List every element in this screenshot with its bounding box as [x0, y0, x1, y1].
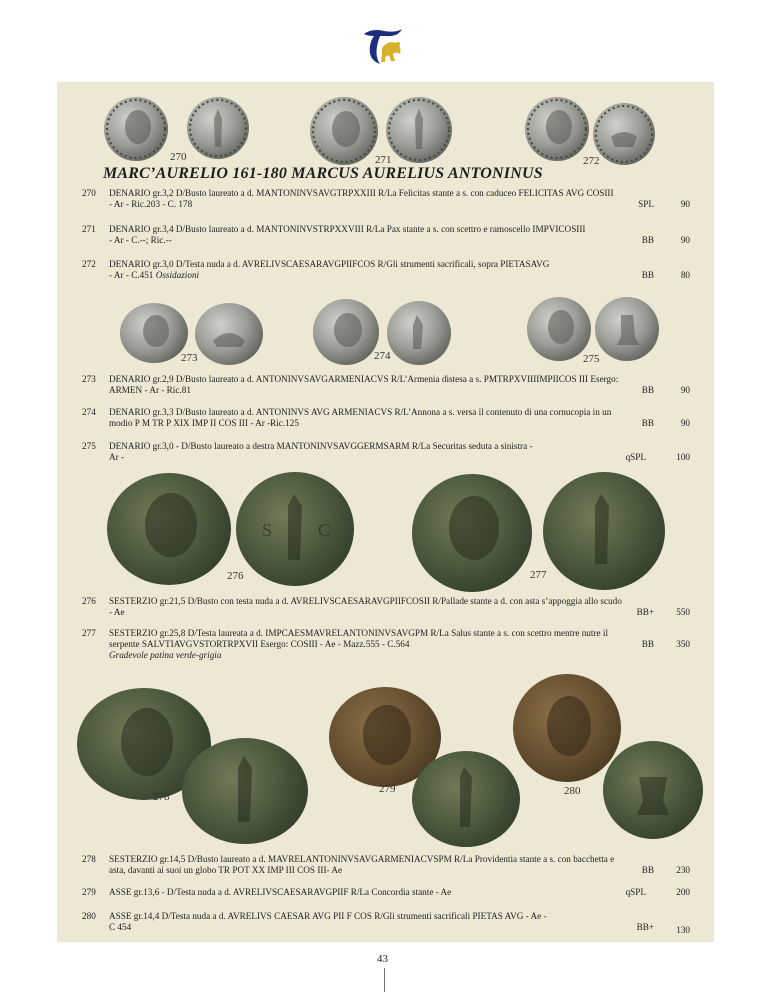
lot-number: 279: [82, 887, 96, 897]
lot-description: SESTERZIO gr.14,5 D/Busto laureato a d. MAVRELANTONINVSAVGARMENIACVSPM R/La Providentia stante a s. con bacchetta e: [109, 854, 615, 864]
coin-270-obverse: [104, 97, 168, 161]
image-label-271: 271: [375, 154, 392, 166]
lot-grade: SPL: [638, 199, 654, 209]
coin-279-reverse: [412, 751, 520, 847]
lot-reference: ARMEN - Ar - Ric.81: [109, 385, 191, 395]
section-title: MARC’AURELIO 161-180 MARCUS AURELIUS ANTONINUS: [103, 165, 543, 182]
griffin-logo-icon: [358, 24, 408, 68]
lot-price: 130: [676, 925, 690, 935]
image-label-273: 273: [181, 352, 198, 364]
coin-274-reverse: [387, 301, 451, 365]
lot-reference: - Ar - C.--; Ric.--: [109, 235, 172, 245]
lot-grade: BB: [641, 418, 654, 428]
image-label-277: 277: [530, 569, 547, 581]
lot-reference: - Ar - Ric.203 - C. 178: [109, 199, 193, 209]
lot-grade: BB: [641, 270, 654, 280]
lot-price: 350: [676, 639, 690, 649]
lot-number: 275: [82, 441, 96, 451]
lot-description: DENARIO gr.3,0 - D/Busto laureato a destra MANTONINVSAVGGERMSARM R/La Securitas seduta a sinistra -: [109, 441, 533, 451]
lot-price: 80: [680, 270, 690, 280]
lot-grade: BB: [641, 235, 654, 245]
coin-278-reverse: [182, 738, 308, 844]
lot-price: 90: [680, 235, 690, 245]
image-label-270: 270: [170, 151, 187, 163]
image-label-276: 276: [227, 570, 244, 582]
image-label-272: 272: [583, 155, 600, 167]
lot-number: 273: [82, 374, 96, 384]
lot-number: 274: [82, 407, 96, 417]
coin-273-reverse: [195, 303, 263, 365]
lot-reference: serpente SALVTIAVGVSTORTRPXVII Esergo: COSIII - Ae - Mazz.555 - C.564: [109, 639, 410, 649]
coin-271-reverse: [386, 97, 452, 163]
lot-description: DENARIO gr.3,4 D/Busto laureato a d. MANTONINVSTRPXXVIII R/La Pax stante a s. con scettro e ramoscello IMPVICOSIII: [109, 224, 586, 234]
lot-number: 271: [82, 224, 96, 234]
lot-grade: qSPL: [625, 887, 646, 897]
coin-275-obverse: [527, 297, 591, 361]
lot-price: 230: [676, 865, 690, 875]
image-label-274: 274: [374, 350, 391, 362]
lot-description: SESTERZIO gr.25,8 D/Testa laureata a d. IMPCAESMAVRELANTONINVSAVGPM R/La Salus stante a s. con scettro mentre nutre il: [109, 628, 608, 638]
lot-number: 272: [82, 259, 96, 269]
lot-number: 277: [82, 628, 96, 638]
lot-description: DENARIO gr.3,2 D/Busto laureato a d. MANTONINVSAVGTRPXXIII R/La Felicitas stante a s. con caduceo FELICITAS AVG COSIII: [109, 188, 614, 198]
coin-274-obverse: [313, 299, 379, 365]
lot-description: DENARIO gr.3,3 D/Busto laureato a d. ANTONINVS AVG ARMENIACVS R/L’Annona a s. versa il contenuto di una cornucopia in un: [109, 407, 612, 417]
lot-note: Ossidazioni: [155, 270, 200, 280]
lot-price: 200: [676, 887, 690, 897]
lot-note: Gradevole patina verde-grigia: [109, 650, 222, 660]
page-number: 43: [377, 953, 388, 965]
lot-reference: asta, davanti ai suoi un globo TR POT XX IMP III COS III- Ae: [109, 865, 343, 875]
image-label-275: 275: [583, 353, 600, 365]
lot-description: SESTERZIO gr.21,5 D/Busto con testa nuda a d. AVRELIVSCAESARAVGPIIFCOSII R/Pallade stante a d. con asta s’appoggia allo scudo: [109, 596, 622, 606]
lot-grade: BB+: [636, 922, 654, 932]
coin-275-reverse: [595, 297, 659, 361]
lot-price: 90: [680, 199, 690, 209]
lot-grade: BB: [641, 865, 654, 875]
lot-reference: - Ar - C.451 Ossidazioni: [109, 270, 200, 280]
lot-reference: C 454: [109, 922, 132, 932]
lot-grade: BB+: [636, 607, 654, 617]
lot-description: DENARIO gr.2,9 D/Busto laureato a d. ANTONINVSAVGARMENIACVS R/L’Armenia distesa a s. PMTRPXVIIIIMPIICOS III Esergo:: [109, 374, 619, 384]
coin-272-reverse: [593, 103, 655, 165]
lot-number: 280: [82, 911, 96, 921]
page-divider: [384, 968, 385, 992]
lot-reference: modio P M TR P XIX IMP II COS III - Ar -Ric.125: [109, 418, 299, 428]
image-label-280: 280: [564, 785, 581, 797]
svg-text:S: S: [262, 520, 273, 540]
lot-price: 550: [676, 607, 690, 617]
coin-280-reverse: [603, 741, 703, 839]
lot-price: 100: [676, 452, 690, 462]
coin-277-obverse: [412, 474, 532, 592]
lot-grade: BB: [641, 385, 654, 395]
lot-price: 90: [680, 418, 690, 428]
coin-276-obverse: [107, 473, 231, 585]
lot-price: 90: [680, 385, 690, 395]
lot-reference: Ar -: [109, 452, 125, 462]
coin-271-obverse: [310, 97, 378, 165]
lot-description: DENARIO gr.3,0 D/Testa nuda a d. AVRELIVSCAESARAVGPIIFCOS R/Gli strumenti sacrificali, sopra PIETASAVG: [109, 259, 550, 269]
lot-grade: BB: [641, 639, 654, 649]
lot-description: ASSE gr.14,4 D/Testa nuda a d. AVRELIVS CAESAR AVG PII F COS R/Gli strumenti sacrificali PIETAS AVG - Ae -: [109, 911, 547, 921]
publisher-logo: [358, 24, 408, 68]
coin-277-reverse: [543, 472, 665, 590]
lot-grade: qSPL: [625, 452, 646, 462]
image-label-279: 279: [379, 783, 396, 795]
lot-number: 270: [82, 188, 96, 198]
lot-description: ASSE gr.13,6 - D/Testa nuda a d. AVRELIVSCAESARAVGPIIF R/La Concordia stante - Ae: [109, 887, 452, 897]
image-label-278: 278: [153, 791, 170, 803]
coin-270-reverse: [187, 97, 249, 159]
svg-text:C: C: [318, 520, 331, 540]
lot-number: 276: [82, 596, 96, 606]
coin-273-obverse: [120, 303, 188, 363]
lot-reference: - Ae: [109, 607, 125, 617]
lot-number: 278: [82, 854, 96, 864]
coin-276-reverse: [236, 472, 354, 586]
coin-272-obverse: [525, 97, 589, 161]
